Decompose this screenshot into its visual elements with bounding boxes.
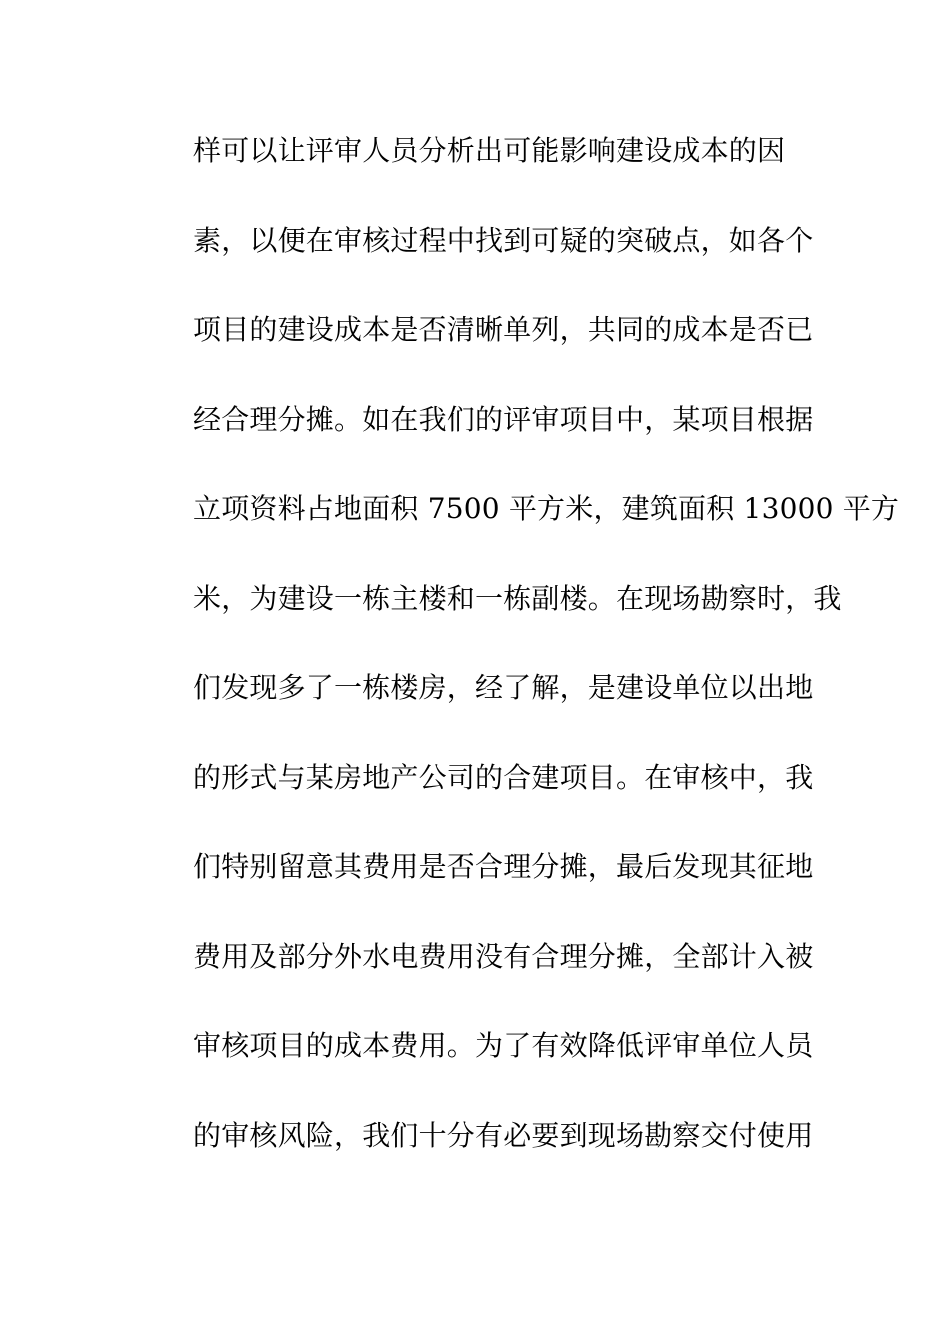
text-line-9: 们特别留意其费用是否合理分摊，最后发现其征地 — [193, 850, 814, 883]
text-line-8: 的形式与某房地产公司的合建项目。在审核中，我 — [193, 760, 814, 794]
text-line-5: 立项资料占地面积 7500 平方米，建筑面积 13000 平方 — [193, 492, 900, 525]
text-line-6: 米，为建设一栋主楼和一栋副楼。在现场勘察时，我 — [193, 581, 842, 615]
text-line-10: 费用及部分外水电费用没有合理分摊，全部计入被 — [193, 939, 814, 973]
text-line-11: 审核项目的成本费用。为了有效降低评审单位人员 — [193, 1029, 814, 1062]
text-line-4: 经合理分摊。如在我们的评审项目中，某项目根据 — [193, 402, 814, 436]
text-line-7: 们发现多了一栋楼房，经了解，是建设单位以出地 — [193, 671, 814, 704]
text-line-2: 素，以便在审核过程中找到可疑的突破点，如各个 — [193, 223, 814, 257]
text-line-1: 样可以让评审人员分析出可能影响建设成本的因 — [193, 134, 786, 167]
text-line-3: 项目的建设成本是否清晰单列，共同的成本是否已 — [193, 313, 814, 346]
body-paragraph — [193, 128, 900, 1202]
text-line-12: 的审核风险，我们十分有必要到现场勘察交付使用 — [193, 1118, 814, 1152]
